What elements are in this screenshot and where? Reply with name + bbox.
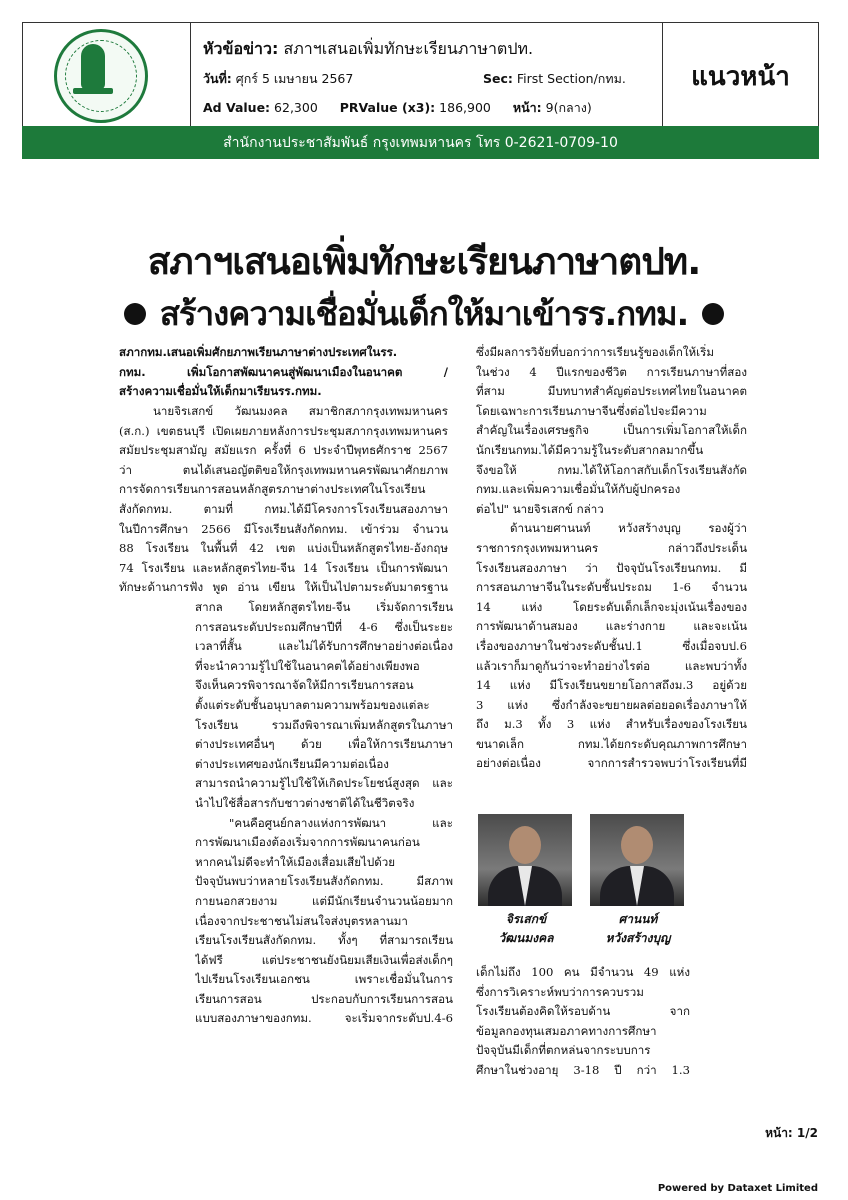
text-line: กทม.และเพิ่มความเชื่อมั่นให้กับผู้ปกครอง xyxy=(476,482,681,497)
text-line: แล้วเราก็มาดูกันว่าจะทำอย่างไรต่อ และพบว่าทั้ง xyxy=(476,658,747,673)
text-line: กายนอกสวยงาม แต่มีนักเรียนจำนวนน้อยมาก xyxy=(195,893,453,908)
date-label: วันที่: xyxy=(203,71,232,86)
text-line: จึงเห็นควรพิจารณาจัดให้มีการเรียนการสอน xyxy=(195,678,414,693)
photo-caption-jirasek xyxy=(476,910,576,948)
photo-sanon xyxy=(590,814,684,906)
section-field xyxy=(483,69,626,89)
text-line: สำคัญในเรื่องเศรษฐกิจ เป็นการเพิ่มโอกาสให้เด็ก xyxy=(476,423,747,438)
article-col1 xyxy=(119,402,448,598)
article-subheadline: สร้างความเชื่อมั่นเด็กให้มาเข้ารร.กทม. xyxy=(159,294,689,333)
lead-line: สภากทม.เสนอเพิ่มศักยภาพเรียนภาษาต่างประเทศในรร. xyxy=(119,345,398,359)
text-line: ถึง ม.3 ทั้ง 3 แห่ง สำหรับเรื่องของโรงเรียน xyxy=(476,717,747,732)
text-line: "คนคือศูนย์กลางแห่งการพัฒนา และ xyxy=(229,815,453,830)
bullet-icon xyxy=(124,303,146,325)
text-line: 88 โรงเรียน ในพื้นที่ 42 เขต แบ่งเป็นหลักสูตรไทย-อังกฤษ xyxy=(119,541,448,556)
text-line: (ส.ก.) เขตธนบุรี เปิดเผยภายหลังการประชุมสภากรุงเทพมหานคร xyxy=(119,423,448,438)
text-line: ราชการกรุงเทพมหานคร กล่าวถึงประเด็น xyxy=(476,540,747,555)
caption-line: วัฒนมงคล xyxy=(498,931,554,945)
page-label: หน้า: xyxy=(512,100,542,115)
text-line: เรียนโรงเรียนสังกัดกทม. ทั้งๆ ที่สามารถเรียน xyxy=(195,933,453,948)
pr-value: 186,900 xyxy=(439,100,491,115)
powered-by: Powered by Dataxet Limited xyxy=(657,1183,818,1194)
date-row xyxy=(203,69,653,89)
date-value: ศุกร์ 5 เมษายน 2567 xyxy=(235,71,354,86)
text-line: การสอนระดับประถมศึกษาปีที่ 4-6 ซึ่งเป็นระยะ xyxy=(195,619,453,634)
office-line: สำนักงานประชาสัมพันธ์ กรุงเทพมหานคร โทร 0-2621-0709-10 xyxy=(223,134,618,151)
sec-label: Sec: xyxy=(483,71,513,86)
article-headline: สภาฯเสนอเพิ่มทักษะเรียนภาษาตปท. xyxy=(147,240,701,283)
pr-value-label: PRValue (x3): xyxy=(339,100,436,115)
text-line: โรงเรียนต้องคิดให้รอบด้าน จาก xyxy=(476,1004,690,1019)
text-line: 14 แห่ง มีโรงเรียนขยายโอกาสถึงม.3 อยู่ด้วย xyxy=(476,678,747,693)
text-line: ที่สาม มีบทบาทสำคัญต่อประเทศไทยในอนาคต xyxy=(476,384,747,399)
office-contact-bar xyxy=(22,126,819,159)
text-line: แบบสองภาษาของกทม. จะเริ่มจากระดับป.4-6 xyxy=(195,1011,453,1026)
newspaper-cell xyxy=(663,23,818,129)
headline-value: สภาฯเสนอเพิ่มทักษะเรียนภาษาตปท. xyxy=(283,39,534,58)
caption-line: จิรเสกข์ xyxy=(505,912,547,926)
text-line: สังกัดกทม. ตามที่ กทม.ได้มีโครงการโรงเรียนสองภาษา xyxy=(119,501,448,516)
value-row xyxy=(203,98,592,118)
text-line: ในปีการศึกษา 2566 มีโรงเรียนสังกัดกทม. เข้าร่วม จำนวน xyxy=(119,521,448,536)
text-line: ซึ่งมีผลการวิจัยที่บอกว่าการเรียนรู้ของเด็กให้เริ่ม xyxy=(476,345,715,359)
text-line: สมัยประชุมสามัญ สมัยแรก ครั้งที่ 6 ประจำปีพุทธศักราช 2567 xyxy=(119,443,448,458)
text-line: การจัดการเรียนการสอนหลักสูตรภาษาต่างประเทศในโรงเรียน xyxy=(119,482,426,497)
text-line: เวลาที่สั้น และไม่ได้รับการศึกษาอย่างต่อเนื่อง xyxy=(195,639,453,654)
text-line: ได้ฟรี แต่ประชาชนยังนิยมเสียเงินเพื่อส่งเด็กๆ xyxy=(195,952,453,967)
text-line: โรงเรียนสองภาษา ว่า ปัจจุบันโรงเรียนกทม. มี xyxy=(476,560,747,575)
text-line: ด้านนายศานนท์ หวังสร้างบุญ รองผู้ว่า xyxy=(510,521,747,536)
text-line: นำไปใช้สื่อสารกับชาวต่างชาติได้ในชีวิตจริง xyxy=(195,795,415,810)
text-line: เนื่องจากประชาชนไม่สนใจส่งบุตรหลานมา xyxy=(195,913,408,928)
text-line: 74 โรงเรียน และหลักสูตรไทย-จีน 14 โรงเรียน เป็นการพัฒนา xyxy=(119,560,448,575)
lead-line: กทม. เพิ่มโอกาสพัฒนาคนสู่พัฒนาเมืองในอนาคต / xyxy=(119,364,448,379)
text-line: เด็กไม่ถึง 100 คน มีจำนวน 49 แห่ง xyxy=(476,965,690,979)
text-line: ต่างประเทศอื่นๆ ด้วย เพื่อให้การเรียนภาษา xyxy=(195,737,453,752)
page-count: หน้า: 1/2 xyxy=(765,1126,818,1140)
text-line: ปัจจุบันพบว่าหลายโรงเรียนสังกัดกทม. มีสภาพ xyxy=(195,874,453,889)
text-line: ต่อไป" นายจิรเสกข์ กล่าว xyxy=(476,501,604,516)
article-lead xyxy=(119,343,448,402)
clipping-header xyxy=(22,22,819,130)
text-line: อย่างต่อเนื่อง จากการสำรวจพบว่าโรงเรียนที่มี xyxy=(476,756,747,771)
text-line: โดยเฉพาะการเรียนภาษาจีนซึ่งต่อไปจะมีความ xyxy=(476,403,707,418)
text-line: ปัจจุบันมีเด็กที่ตกหล่นจากระบบการ xyxy=(476,1043,651,1058)
photo-caption-sanon xyxy=(588,910,688,948)
text-line: ในช่วง 4 ปีแรกของชีวิต การเรียนภาษาที่สอง xyxy=(476,364,747,379)
article-col2 xyxy=(195,598,453,1029)
caption-line: ศานนท์ xyxy=(618,912,658,926)
headline-label: หัวข้อข่าว: xyxy=(203,39,279,58)
text-line: ว่า ตนได้เสนอญัตติขอให้กรุงเทพมหานครพัฒนาศักยภาพ xyxy=(119,462,448,477)
lead-line: สร้างความเชื่อมั่นให้เด็กมาเรียนรร.กทม. xyxy=(119,384,322,399)
caption-line: หวังสร้างบุญ xyxy=(605,931,671,945)
logo-cell xyxy=(23,23,191,129)
headline-row xyxy=(203,37,533,62)
text-line: ไปเรียนโรงเรียนเอกชน เพราะเชื่อมั่นในการ xyxy=(195,972,453,987)
ad-value: 62,300 xyxy=(274,100,318,115)
text-line: ทักษะด้านการฟัง พูด อ่าน เขียน ให้เป็นไปตามระดับมาตรฐาน xyxy=(119,580,448,595)
bullet-icon xyxy=(702,303,724,325)
text-line: จึงขอให้ กทม.ได้ให้โอกาสกับเด็กโรงเรียนสังกัด xyxy=(476,462,747,477)
text-line: การพัฒนาด้านสมอง และร่างกาย และจะเน้น xyxy=(476,619,747,634)
page-value: 9(กลาง) xyxy=(545,100,592,115)
text-line: ที่จะนำความรู้ไปใช้ในอนาคตได้อย่างเพียงพอ xyxy=(195,658,420,673)
bma-seal-logo xyxy=(54,29,148,123)
text-line: เรียนการสอน ประกอบกับการเรียนการสอน xyxy=(195,991,453,1006)
photo-jirasek xyxy=(478,814,572,906)
clipping-info xyxy=(191,23,663,129)
ad-value-label: Ad Value: xyxy=(203,100,271,115)
text-line: 14 แห่ง โดยระดับเด็กเล็กจะมุ่งเน้นเรื่องของ xyxy=(476,599,747,614)
text-line: ซึ่งการวิเคราะห์พบว่าการควบรวม xyxy=(476,984,644,999)
text-line: นักเรียนกทม.ได้มีความรู้ในระดับสากลมากขึ้น xyxy=(476,442,704,457)
article-col3-continued xyxy=(476,963,690,1081)
text-line: ขนาดเล็ก กทม.ได้ยกระดับคุณภาพการศึกษา xyxy=(476,736,747,751)
text-line: ข้อมูลกองทุนเสมอภาคทางการศึกษา xyxy=(476,1023,657,1038)
text-line: ต่างประเทศของนักเรียนมีความต่อเนื่อง xyxy=(195,756,389,771)
text-line: ศึกษาในช่วงอายุ 3-18 ปี กว่า 1.3 xyxy=(476,1062,690,1077)
newspaper-name: แนวหน้า xyxy=(691,61,790,92)
sec-value: First Section/กทม. xyxy=(516,71,626,86)
text-line: สามารถนำความรู้ไปใช้ให้เกิดประโยชน์สูงสุด และ xyxy=(195,776,453,791)
text-line: การพัฒนาเมืองต้องเริ่มจากการพัฒนาคนก่อน xyxy=(195,835,420,850)
article-subheadline-row xyxy=(0,287,848,340)
text-line: สากล โดยหลักสูตรไทย-จีน เริ่มจัดการเรียน xyxy=(195,600,453,614)
text-line: การสอนภาษาจีนในระดับชั้นประถม 1-6 จำนวน xyxy=(476,580,747,595)
text-line: โรงเรียน รวมถึงพิจารณาเพิ่มหลักสูตรในภาษา xyxy=(195,717,453,732)
text-line: หากคนไม่ดีจะทำให้เมืองเสื่อมเสียไปด้วย xyxy=(195,854,396,869)
text-line: ตั้งแต่ระดับชั้นอนุบาลตามความพร้อมของแต่ละ xyxy=(195,697,430,712)
text-line: 3 แห่ง ซึ่งกำลังจะขยายผลต่อยอดเรื่องภาษาให้ xyxy=(476,697,747,712)
article-col3 xyxy=(476,343,747,774)
text-line: นายจิรเสกข์ วัฒนมงคล สมาชิกสภากรุงเทพมหานคร xyxy=(153,404,448,418)
text-line: เรื่องของภาษาในช่วงระดับชั้นป.1 ซึ่งเมื่อจบป.6 xyxy=(476,638,747,653)
